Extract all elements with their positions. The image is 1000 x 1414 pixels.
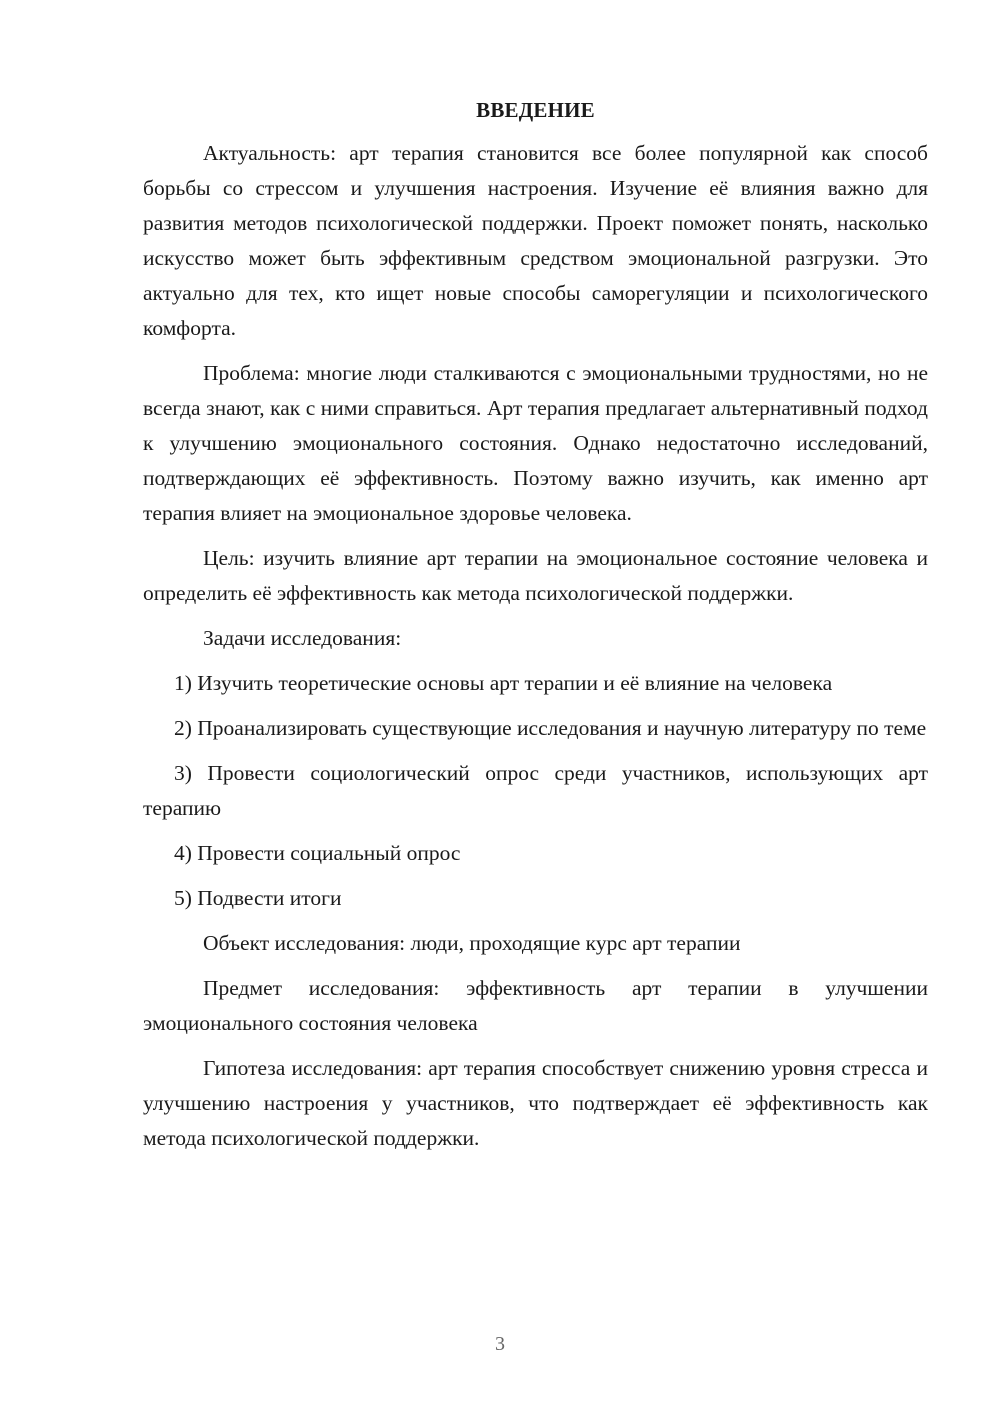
goal-paragraph: Цель: изучить влияние арт терапии на эмоциональное состояние человека и определить её эффективность как метода психологической поддержки. (143, 546, 928, 605)
hypothesis-paragraph: Гипотеза исследования: арт терапия способствует снижению уровня стресса и улучшению настроения у участников, что подтверждает её эффективность как метода психологической поддержки. (143, 1056, 928, 1150)
relevance-paragraph: Актуальность: арт терапия становится все более популярной как способ борьбы со стрессом и улучшения настроения. Изучение её влияния важно для развития методов психологической поддержки. Проект поможет понять, насколько искусство может быть эффективным средством эмоциональной разгрузки. Это актуально для тех, кто ищет новые способы саморегуляции и психологического комфорта. (143, 141, 928, 340)
page-number: 3 (495, 1333, 505, 1355)
problem-paragraph: Проблема: многие люди сталкиваются с эмоциональными трудностями, но не всегда знают, как с ними справиться. Арт терапия предлагает альтернативный подход к улучшению эмоционального состояния. Однако недостаточно исследований, подтверждающих её эффективность. Поэтому важно изучить, как именно арт терапия влияет на эмоциональное здоровье человека. (143, 361, 928, 525)
task-item: 5) Подвести итоги (174, 886, 342, 910)
section-title: ВВЕДЕНИЕ (476, 98, 595, 122)
document-page (143, 96, 928, 1156)
task-item: 1) Изучить теоретические основы арт терапии и её влияние на человека (174, 671, 833, 695)
subject-paragraph: Предмет исследования: эффективность арт терапии в улучшении эмоционального состояния человека (143, 976, 928, 1035)
object-paragraph: Объект исследования: люди, проходящие курс арт терапии (203, 931, 741, 955)
task-item: 2) Проанализировать существующие исследования и научную литературу по теме (174, 716, 927, 740)
task-item: 3) Провести социологический опрос среди участников, использующих арт терапию (143, 761, 928, 820)
tasks-heading: Задачи исследования: (203, 626, 402, 650)
task-item: 4) Провести социальный опрос (174, 841, 461, 865)
